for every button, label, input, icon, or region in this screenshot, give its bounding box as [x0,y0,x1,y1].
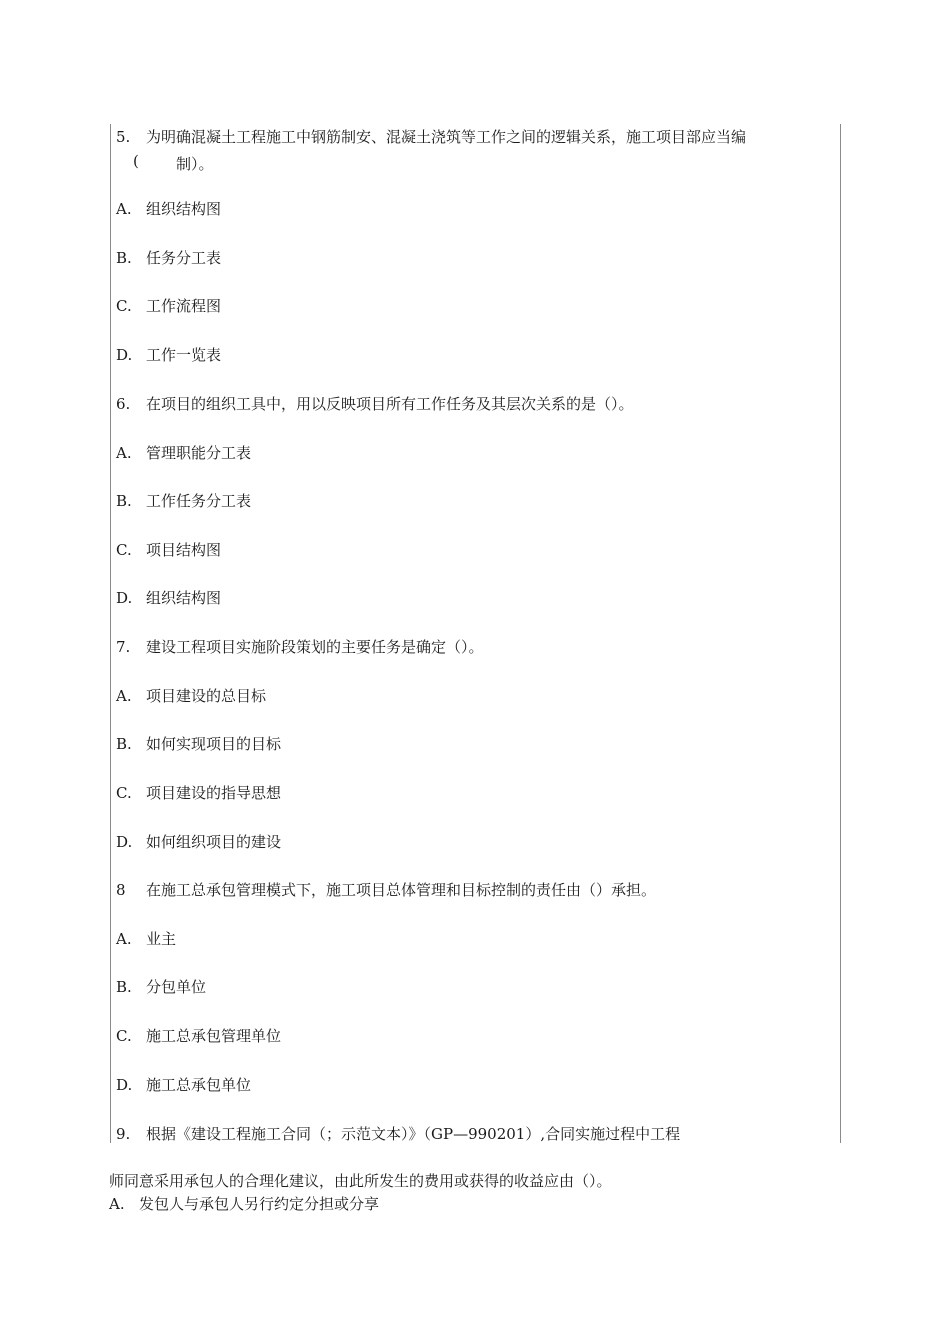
q8-option-d: D. 施工总承包单位 [116,1076,252,1094]
q7-stem: 7. 建设工程项目实施阶段策划的主要任务是确定（）。 [116,638,484,656]
q7-option-a: A. 项目建设的总目标 [116,687,267,705]
q6-option-b: B. 工作任务分工表 [116,492,252,510]
q8-option-b: B. 分包单位 [116,978,207,996]
q5-number: 5. [116,128,131,146]
q9-stem-line1: 9. 根据《建设工程施工合同（；示范文本）》（GP—990201）,合同实施过程中工程 [116,1125,681,1143]
q9-number: 9. [116,1125,131,1143]
q9-stem-line2: 师同意采用承包人的合理化建议，由此所发生的费用或获得的收益应由（）。 [109,1172,612,1190]
q8-option-a: A. 业主 [116,930,177,948]
q7-option-d: D. 如何组织项目的建设 [116,833,282,851]
q6-option-d: D. 组织结构图 [116,589,222,607]
q9-option-a: A. 发包人与承包人另行约定分担或分享 [109,1195,380,1213]
q6-option-c: C. 项目结构图 [116,541,222,559]
q5-line1 [116,127,746,147]
q7-option-c: C. 项目建设的指导思想 [116,784,282,802]
q6-option-a: A. 管理职能分工表 [116,444,252,462]
q5-paren: ( [133,152,139,170]
q5-text-line2: 制）。 [176,155,214,173]
q5-option-c: C. 工作流程图 [116,297,222,315]
q5-option-b: B. 任务分工表 [116,249,222,267]
q7-number: 7. [116,638,131,656]
q5-option-d: D. 工作一览表 [116,346,222,364]
q6-number: 6. [116,395,131,413]
q5-text-line1: 为明确混凝土工程施工中钢筋制安、混凝土浇筑等工作之间的逻辑关系，施工项目部应当编 [146,128,747,146]
q8-number: 8 [116,881,126,899]
q8-option-c: C. 施工总承包管理单位 [116,1027,282,1045]
q5-option-a: A. 组织结构图 [116,200,222,218]
question-frame [110,124,841,1143]
q6-stem: 6. 在项目的组织工具中，用以反映项目所有工作任务及其层次关系的是（）。 [116,395,634,413]
q7-option-b: B. 如何实现项目的目标 [116,735,282,753]
q8-stem: 8 在施工总承包管理模式下，施工项目总体管理和目标控制的责任由（）承担。 [116,881,657,899]
